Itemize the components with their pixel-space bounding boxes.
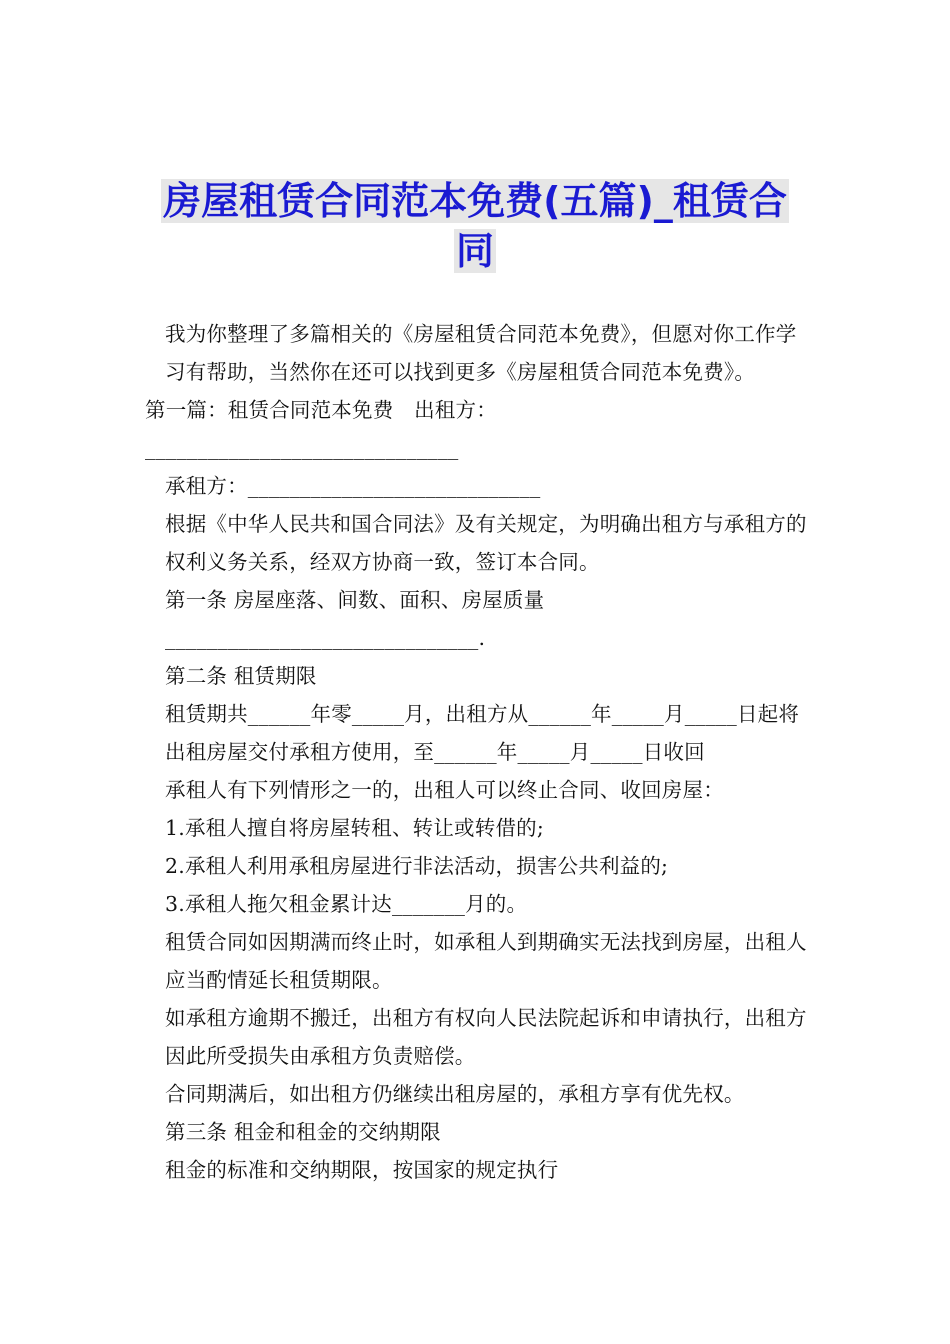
title-line-1: 房屋租赁合同范本免费(五篇)_租赁合 [163,179,787,223]
paragraph-article-3-heading: 第三条 租金和租金的交纳期限 [165,1120,441,1144]
paragraph-condition-2: 2.承租人利用承租房屋进行非法活动，损害公共利益的; [165,854,669,878]
document-title [150,176,800,276]
paragraph-rent-standard: 租金的标准和交纳期限，按国家的规定执行 [165,1158,559,1182]
paragraph-lease-term: 租赁期共______年零_____月，出租方从______年_____月_____日起将出租房屋交付承租方使用，至______年_____月_____日收回 [165,702,800,764]
document-body [145,315,810,1189]
paragraph-article-1: 第一条 房屋座落、间数、面积、房屋质量______________________________. [165,588,545,650]
paragraph-termination-conditions: 承租人有下列情形之一的，出租人可以终止合同、收回房屋： [165,778,724,802]
paragraph-article-2-heading: 第二条 租赁期限 [165,664,317,688]
paragraph-basis: 根据《中华人民共和国合同法》及有关规定，为明确出租方与承租方的权利义务关系，经双方协商一致，签订本合同。 [165,512,807,574]
paragraph-condition-3: 3.承租人拖欠租金累计达_______月的。 [165,892,528,916]
paragraph-priority-right: 合同期满后，如出租方仍继续出租房屋的，承租方享有优先权。 [165,1082,745,1106]
paragraph-condition-1: 1.承租人擅自将房屋转租、转让或转借的; [165,816,544,840]
title-line-2: 同 [455,229,494,273]
paragraph-intro: 我为你整理了多篇相关的《房屋租赁合同范本免费》，但愿对你工作学习有帮助，当然你在还可以找到更多《房屋租赁合同范本免费》。 [165,322,797,384]
paragraph-overdue-eviction: 如承租方逾期不搬迁，出租方有权向人民法院起诉和申请执行，出租方因此所受损失由承租方负责赔偿。 [165,1006,807,1068]
paragraph-lessee: 承租方：____________________________ [165,474,541,498]
paragraph-expiry-extension: 租赁合同如因期满而终止时，如承租人到期确实无法找到房屋，出租人应当酌情延长租赁期限。 [165,930,807,992]
paragraph-lessor: 第一篇：租赁合同范本免费 出租方：______________________________ [145,398,497,460]
